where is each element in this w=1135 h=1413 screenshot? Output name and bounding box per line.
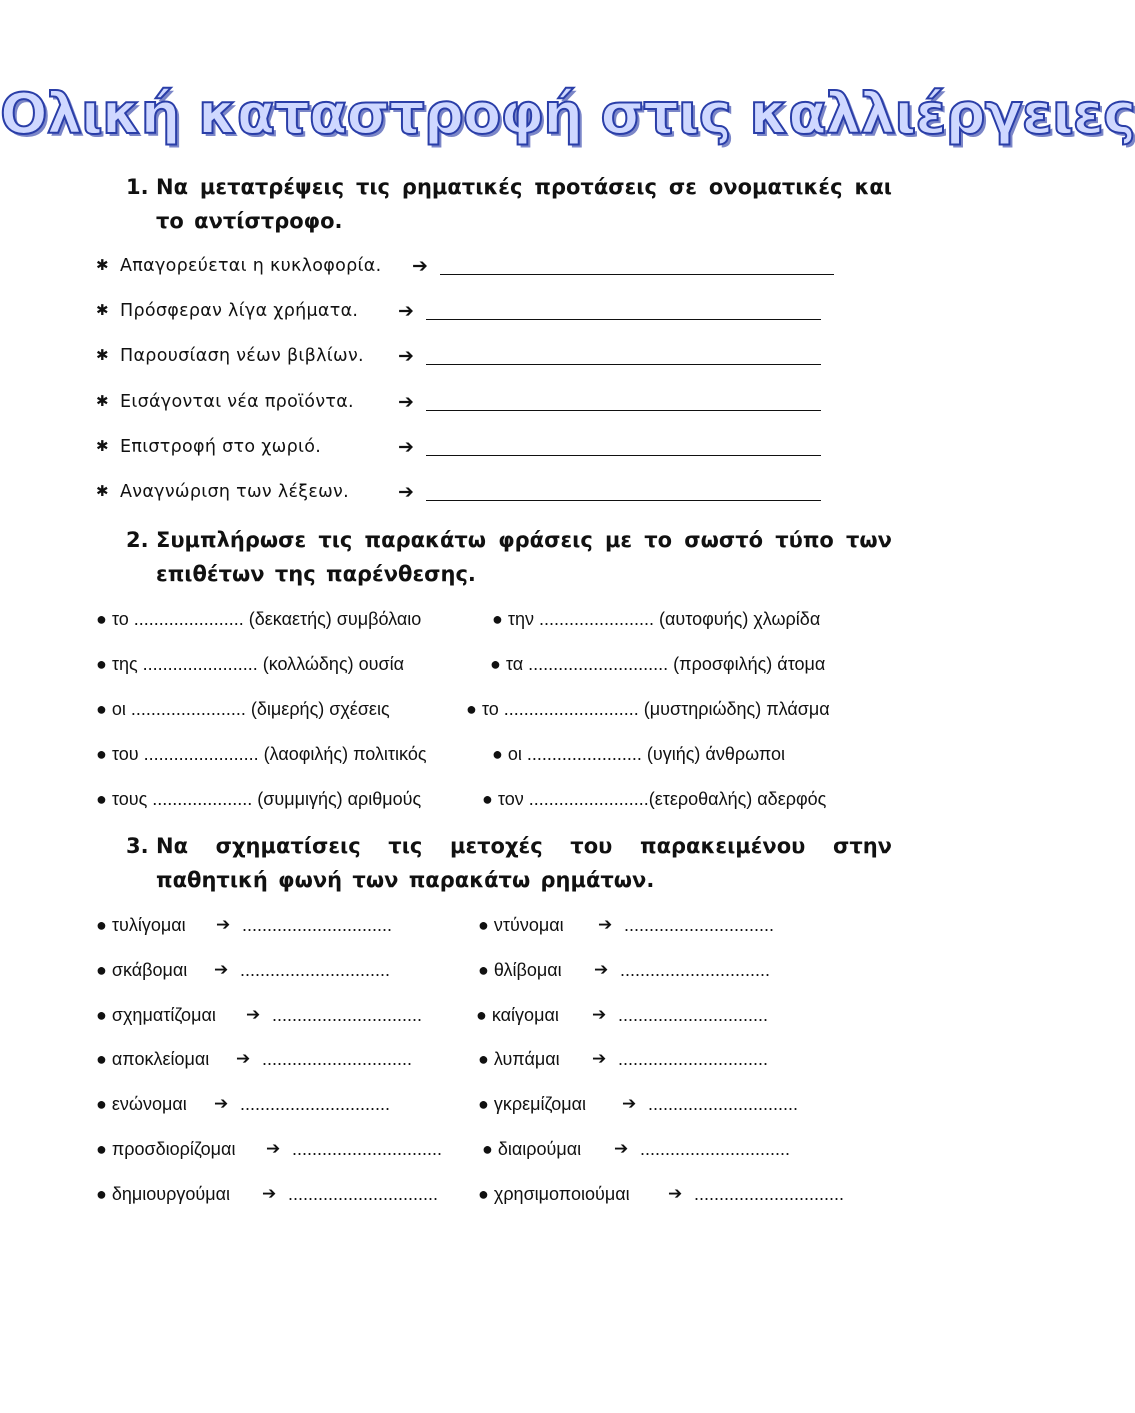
arrow-right-icon: ➔ [398,436,414,458]
sentence-label: Εισάγονται νέα προϊόντα. [120,392,354,412]
sentence-label: Παρουσίαση νέων βιβλίων. [120,346,364,366]
star-bullet-icon: ✱ [96,256,109,274]
answer-dots[interactable]: .............................. [242,915,393,935]
sentence-label: Πρόσφεραν λίγα χρήματα. [120,301,359,321]
verb-label: ● δημιουργούμαι [96,1184,230,1204]
arrow-right-icon: ➔ [266,1139,281,1159]
answer-line[interactable] [426,500,821,501]
star-bullet-icon: ✱ [96,301,109,319]
arrow-right-icon: ➔ [216,915,231,935]
answer-line[interactable] [426,364,821,365]
verb-label: ● αποκλείομαι [96,1049,210,1069]
worksheet-title: Ολική καταστροφή στις καλλιέργειες [0,82,1135,147]
verb-label: ● καίγομαι [476,1005,559,1025]
fill-in-phrase[interactable]: ● τα ............................ (προσφιλής) άτομα [490,654,826,674]
sentence-label: Επιστροφή στο χωριό. [120,437,322,457]
arrow-right-icon: ➔ [592,1005,607,1025]
section-1-instruction: Να μετατρέψεις τις ρηματικές προτάσεις σε ονοματικές και το αντίστροφο. [156,175,892,233]
answer-line[interactable] [426,455,821,456]
section-1-heading [126,170,892,238]
arrow-right-icon: ➔ [246,1005,261,1025]
fill-in-phrase[interactable]: ● του ....................... (λαοφιλής) πολιτικός [96,744,427,764]
star-bullet-icon: ✱ [96,437,109,455]
arrow-right-icon: ➔ [592,1049,607,1069]
arrow-right-icon: ➔ [262,1184,277,1204]
answer-dots[interactable]: .............................. [240,960,391,980]
verb-label: ● ντύνομαι [478,915,564,935]
answer-dots[interactable]: .............................. [694,1184,845,1204]
sentence-label: Απαγορεύεται η κυκλοφορία. [120,256,382,276]
answer-dots[interactable]: .............................. [618,1049,769,1069]
arrow-right-icon: ➔ [398,481,414,503]
answer-line[interactable] [440,274,834,275]
answer-dots[interactable]: .............................. [262,1049,413,1069]
arrow-right-icon: ➔ [398,300,414,322]
answer-dots[interactable]: .............................. [240,1094,391,1114]
answer-dots[interactable]: .............................. [620,960,771,980]
fill-in-phrase[interactable]: ● οι ....................... (διμερής) σχέσεις [96,699,390,719]
arrow-right-icon: ➔ [398,391,414,413]
sentence-label: Αναγνώριση των λέξεων. [120,482,349,502]
verb-label: ● χρησιμοποιούμαι [478,1184,630,1204]
arrow-right-icon: ➔ [214,960,229,980]
arrow-right-icon: ➔ [598,915,613,935]
arrow-right-icon: ➔ [214,1094,229,1114]
verb-label: ● λυπάμαι [478,1049,560,1069]
fill-in-phrase[interactable]: ● το ........................... (μυστηριώδης) πλάσμα [466,699,830,719]
answer-dots[interactable]: .............................. [292,1139,443,1159]
answer-dots[interactable]: .............................. [272,1005,423,1025]
verb-label: ● σχηματίζομαι [96,1005,216,1025]
fill-in-phrase[interactable]: ● το ...................... (δεκαετής) συμβόλαιο [96,609,422,629]
answer-dots[interactable]: .............................. [288,1184,439,1204]
star-bullet-icon: ✱ [96,392,109,410]
fill-in-phrase[interactable]: ● τους .................... (συμμιγής) αριθμούς [96,789,422,809]
fill-in-phrase[interactable]: ● τον ........................(ετεροθαλής) αδερφός [482,789,827,809]
section-1-number: 1. [126,175,149,199]
verb-label: ● διαιρούμαι [482,1139,582,1159]
verb-label: ● γκρεμίζομαι [478,1094,587,1114]
section-3-instruction: Να σχηματίσεις τις μετοχές του παρακειμένου στην παθητική φωνή των παρακάτω ρημάτων. [156,834,892,892]
section-3-number: 3. [126,834,149,858]
arrow-right-icon: ➔ [594,960,609,980]
verb-label: ● θλίβομαι [478,960,562,980]
answer-dots[interactable]: .............................. [618,1005,769,1025]
section-2-number: 2. [126,528,149,552]
verb-label: ● ενώνομαι [96,1094,187,1114]
section-3-heading [126,829,892,897]
section-2-heading [126,523,892,591]
verb-label: ● σκάβομαι [96,960,188,980]
verb-label: ● προσδιορίζομαι [96,1139,236,1159]
fill-in-phrase[interactable]: ● οι ....................... (υγιής) άνθρωποι [492,744,786,764]
arrow-right-icon: ➔ [236,1049,251,1069]
fill-in-phrase[interactable]: ● την ....................... (αυτοφυής) χλωρίδα [492,609,821,629]
arrow-right-icon: ➔ [622,1094,637,1114]
answer-dots[interactable]: .............................. [624,915,775,935]
arrow-right-icon: ➔ [668,1184,683,1204]
arrow-right-icon: ➔ [412,255,428,277]
star-bullet-icon: ✱ [96,346,109,364]
answer-line[interactable] [426,319,821,320]
star-bullet-icon: ✱ [96,482,109,500]
section-2-instruction: Συμπλήρωσε τις παρακάτω φράσεις με το σωστό τύπο των επιθέτων της παρένθεσης. [156,528,892,586]
verb-label: ● τυλίγομαι [96,915,186,935]
arrow-right-icon: ➔ [398,345,414,367]
answer-dots[interactable]: .............................. [640,1139,791,1159]
arrow-right-icon: ➔ [614,1139,629,1159]
fill-in-phrase[interactable]: ● της ....................... (κολλώδης) ουσία [96,654,404,674]
answer-line[interactable] [426,410,821,411]
answer-dots[interactable]: .............................. [648,1094,799,1114]
